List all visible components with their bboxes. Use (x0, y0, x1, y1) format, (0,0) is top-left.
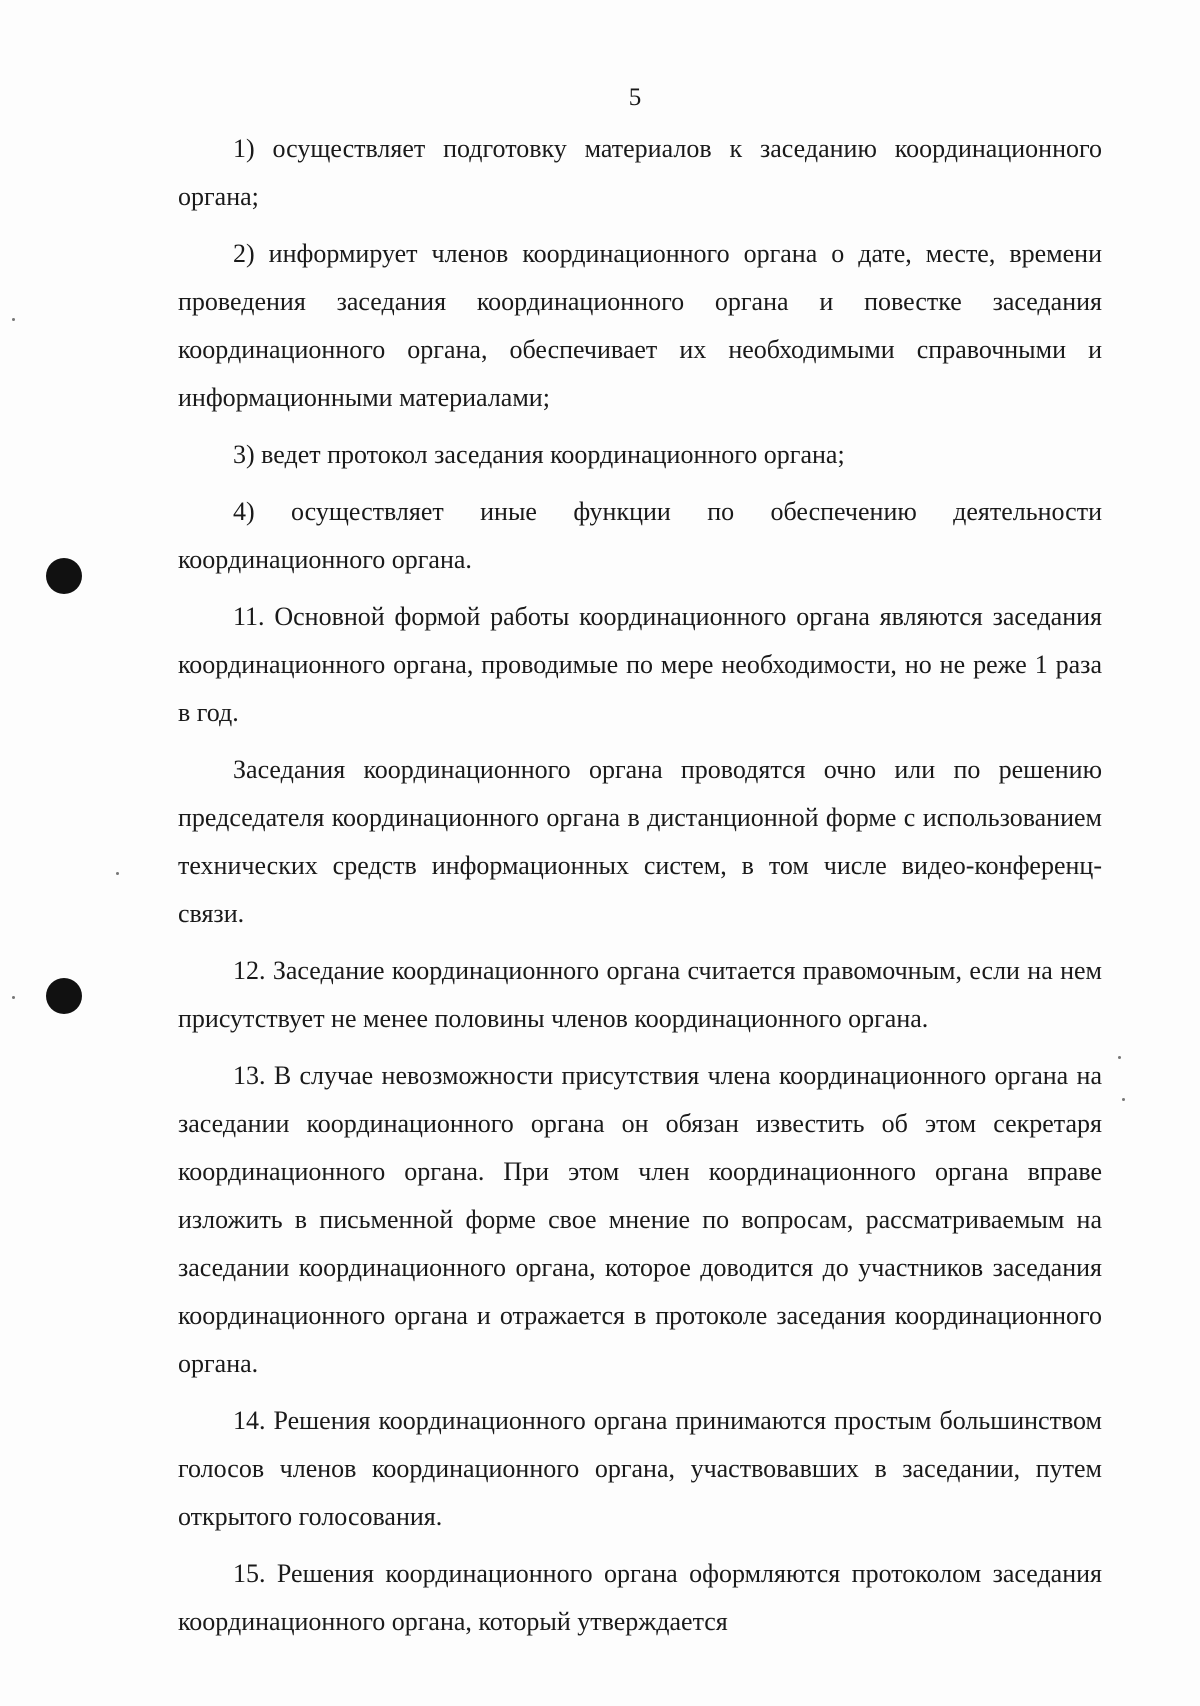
paragraph-item-1: 1) осуществляет подготовку материалов к заседанию координационного органа; (178, 134, 1102, 211)
punch-hole-mark (46, 978, 82, 1014)
paragraph-item-3: 3) ведет протокол заседания координационного органа; (233, 440, 845, 469)
scan-speck (12, 318, 15, 321)
scan-speck (1122, 1098, 1125, 1101)
punch-hole-mark (46, 558, 82, 594)
paragraph-section-11: 11. Основной формой работы координационного органа являются заседания координационного органа, проводимые по мере необходимости, но не реже 1 раза в год. (178, 602, 1102, 727)
paragraph-item-4: 4) осуществляет иные функции по обеспечению деятельности координационного органа. (178, 497, 1102, 574)
paragraph-section-13: 13. В случае невозможности присутствия члена координационного органа на заседании координационного органа он обязан известить об этом секретаря координационного органа. При этом член координационного органа вправе изложить в письменной форме свое мнение по вопросам, рассматриваемым на заседании координационного органа, которое доводится до участников заседания координационного органа и отражается в протоколе заседания координационного органа. (178, 1061, 1102, 1378)
scan-speck (1118, 1056, 1121, 1059)
scan-speck (12, 996, 15, 999)
paragraph-item-2: 2) информирует членов координационного органа о дате, месте, времени проведения заседания координационного органа и повестке заседания координационного органа, обеспечивает их необходимыми справочными и информационными материалами; (178, 239, 1102, 412)
document-body (178, 125, 1102, 1646)
paragraph-section-12: 12. Заседание координационного органа считается правомочным, если на нем присутствует не менее половины членов координационного органа. (178, 956, 1102, 1033)
page-number: 5 (628, 84, 642, 111)
paragraph-section-15: 15. Решения координационного органа оформляются протоколом заседания координационного органа, который утверждается (178, 1559, 1102, 1636)
scan-speck (116, 872, 119, 875)
paragraph-section-14: 14. Решения координационного органа принимаются простым большинством голосов членов координационного органа, участвовавших в заседании, путем открытого голосования. (178, 1406, 1102, 1531)
paragraph-meetings-format: Заседания координационного органа проводятся очно или по решению председателя координационного органа в дистанционной форме с использованием технических средств информационных систем, в том числе видео-конференц-связи. (178, 755, 1102, 928)
